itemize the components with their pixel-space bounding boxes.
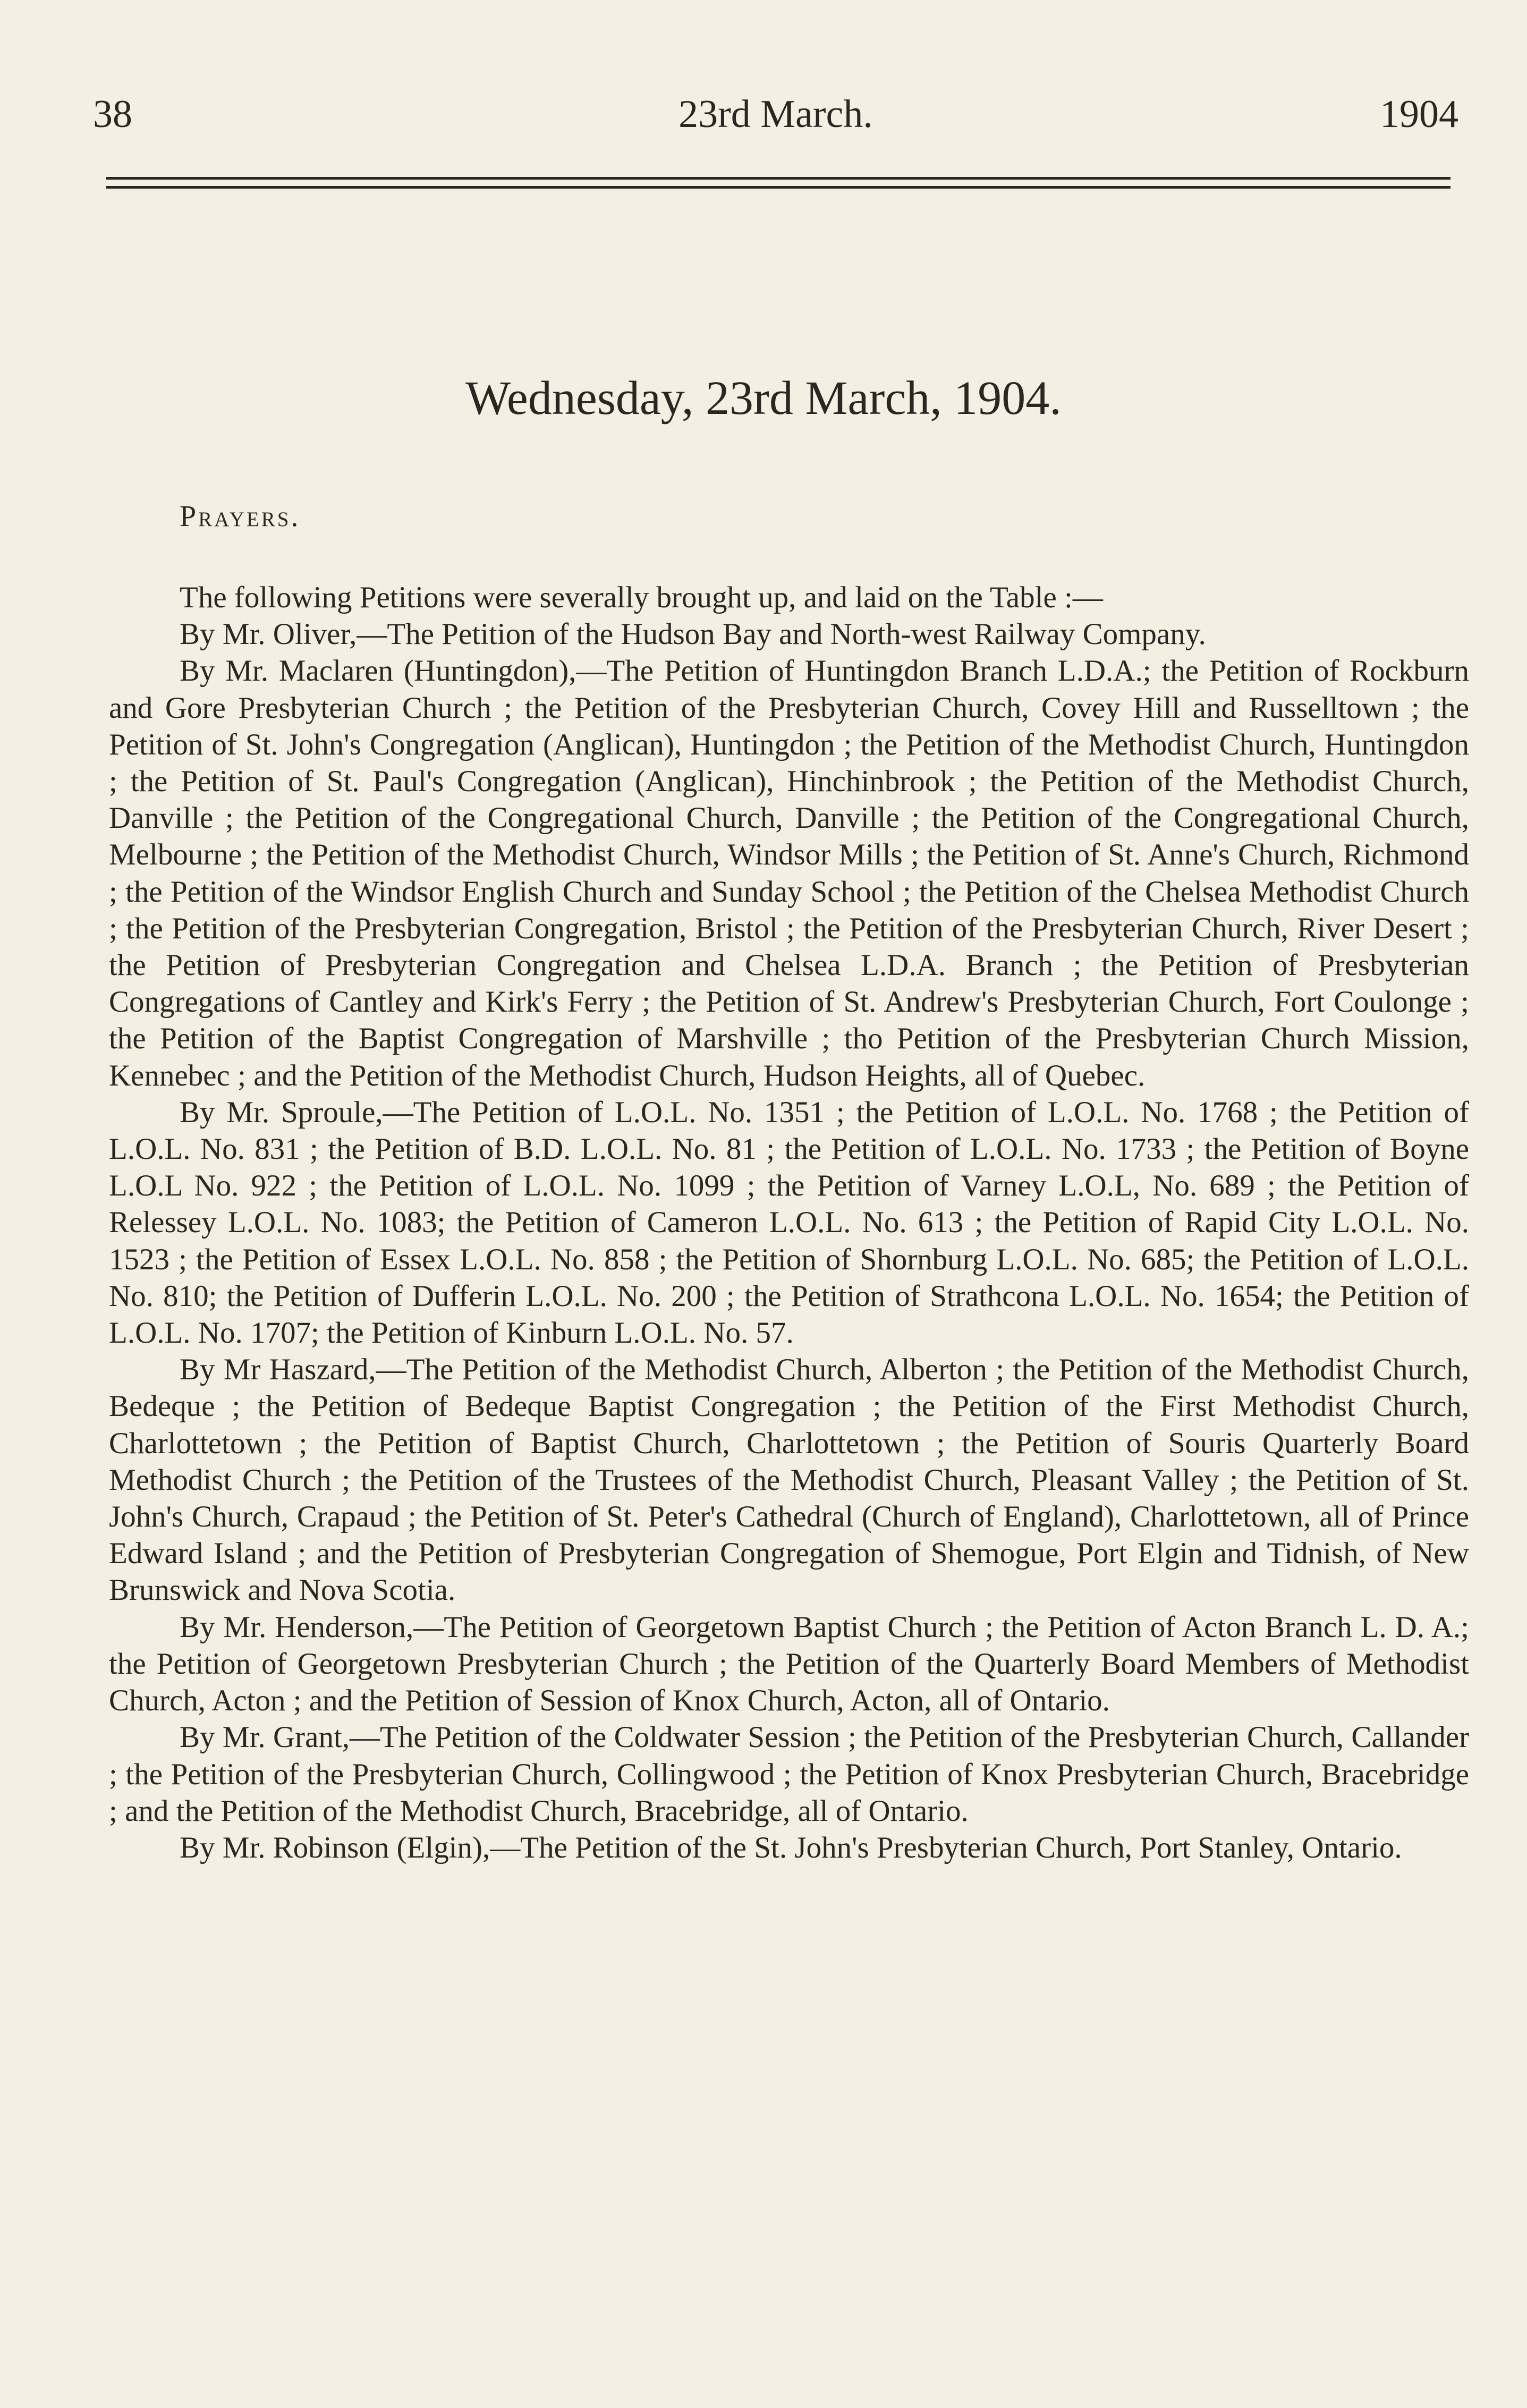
running-header — [93, 85, 1458, 143]
header-year: 1904 — [1380, 92, 1458, 136]
sitting-date-title: Wednesday, 23rd March, 1904. — [465, 372, 1062, 425]
petitions-body — [109, 579, 1469, 1866]
petition-paragraph-haszard: By Mr Haszard,—The Petition of the Methodist Church, Alberton ; the Petition of the Methodist Church, Bedeque ; the Petition of Bedeque Baptist Congregation ; the Petition of the First Methodist Church, Charlottetown ; the Petition of Baptist Church, Charlottetown ; the Petition of Souris Quarterly Board Methodist Church ; the Petition of the Trustees of the Methodist Church, Pleasant Valley ; the Petition of St. John's Church, Crapaud ; the Petition of St. Peter's Cathedral (Church of England), Charlottetown, all of Prince Edward Island ; and the Petition of Presbyterian Congregation of Shemogue, Port Elgin and Tidnish, of New Brunswick and Nova Scotia. — [109, 1353, 1469, 1607]
intro-paragraph: The following Petitions were severally brought up, and laid on the Table :— — [180, 581, 1103, 614]
header-rule-top — [106, 177, 1450, 180]
page-number: 38 — [93, 92, 132, 136]
prayers-heading: Prayers. — [180, 500, 301, 533]
header-rule-bottom — [106, 186, 1450, 189]
petition-paragraph-robinson: By Mr. Robinson (Elgin),—The Petition of the St. John's Presbyterian Church, Port Stanley, Ontario. — [180, 1830, 1402, 1864]
petition-paragraph-sproule: By Mr. Sproule,—The Petition of L.O.L. No. 1351 ; the Petition of L.O.L. No. 1768 ; the Petition of L.O.L. No. 831 ; the Petition of B.D. L.O.L. No. 81 ; the Petition of L.O.L. No. 1733 ; the Petition of Boyne L.O.L No. 922 ; the Petition of L.O.L. No. 1099 ; the Petition of Varney L.O.L, No. 689 ; the Petition of Relessey L.O.L. No. 1083; the Petition of Cameron L.O.L. No. 613 ; the Petition of Rapid City L.O.L. No. 1523 ; the Petition of Essex L.O.L. No. 858 ; the Petition of Shornburg L.O.L. No. 685; the Petition of L.O.L. No. 810; the Petition of Dufferin L.O.L. No. 200 ; the Petition of Strathcona L.O.L. No. 1654; the Petition of L.O.L. No. 1707; the Petition of Kinburn L.O.L. No. 57. — [109, 1095, 1469, 1350]
petition-paragraph-oliver: By Mr. Oliver,—The Petition of the Hudson Bay and North-west Railway Company. — [180, 617, 1206, 651]
petition-paragraph-grant: By Mr. Grant,—The Petition of the Coldwater Session ; the Petition of the Presbyterian Church, Callander ; the Petition of the Presbyterian Church, Collingwood ; the Petition of Knox Presbyterian Church, Bracebridge ; and the Petition of the Methodist Church, Bracebridge, all of Ontario. — [109, 1720, 1469, 1828]
header-date: 23rd March. — [678, 92, 873, 136]
petition-paragraph-maclaren: By Mr. Maclaren (Huntingdon),—The Petition of Huntingdon Branch L.D.A.; the Petition of Rockburn and Gore Presbyterian Church ; the Petition of the Presbyterian Church, Covey Hill and Russelltown ; the Petition of St. John's Congregation (Anglican), Huntingdon ; the Petition of the Methodist Church, Huntingdon ; the Petition of St. Paul's Congregation (Anglican), Hinchinbrook ; the Petition of the Methodist Church, Danville ; the Petition of the Congregational Church, Danville ; the Petition of the Congregational Church, Melbourne ; the Petition of the Methodist Church, Windsor Mills ; the Petition of St. Anne's Church, Richmond ; the Petition of the Windsor English Church and Sunday School ; the Petition of the Chelsea Methodist Church ; the Petition of the Presbyterian Congregation, Bristol ; the Petition of the Presbyterian Church, River Desert ; the Petition of Presbyterian Congregation and Chelsea L.D.A. Branch ; the Petition of Presbyterian Congregations of Cantley and Kirk's Ferry ; the Petition of St. Andrew's Presbyterian Church, Fort Coulonge ; the Petition of the Baptist Congregation of Marshville ; tho Petition of the Presbyterian Church Mission, Kennebec ; and the Petition of the Methodist Church, Hudson Heights, all of Quebec. — [109, 654, 1469, 1092]
petition-paragraph-henderson: By Mr. Henderson,—The Petition of Georgetown Baptist Church ; the Petition of Acton Branch L. D. A.; the Petition of Georgetown Presbyterian Church ; the Petition of the Quarterly Board Members of Methodist Church, Acton ; and the Petition of Session of Knox Church, Acton, all of Ontario. — [109, 1610, 1469, 1718]
